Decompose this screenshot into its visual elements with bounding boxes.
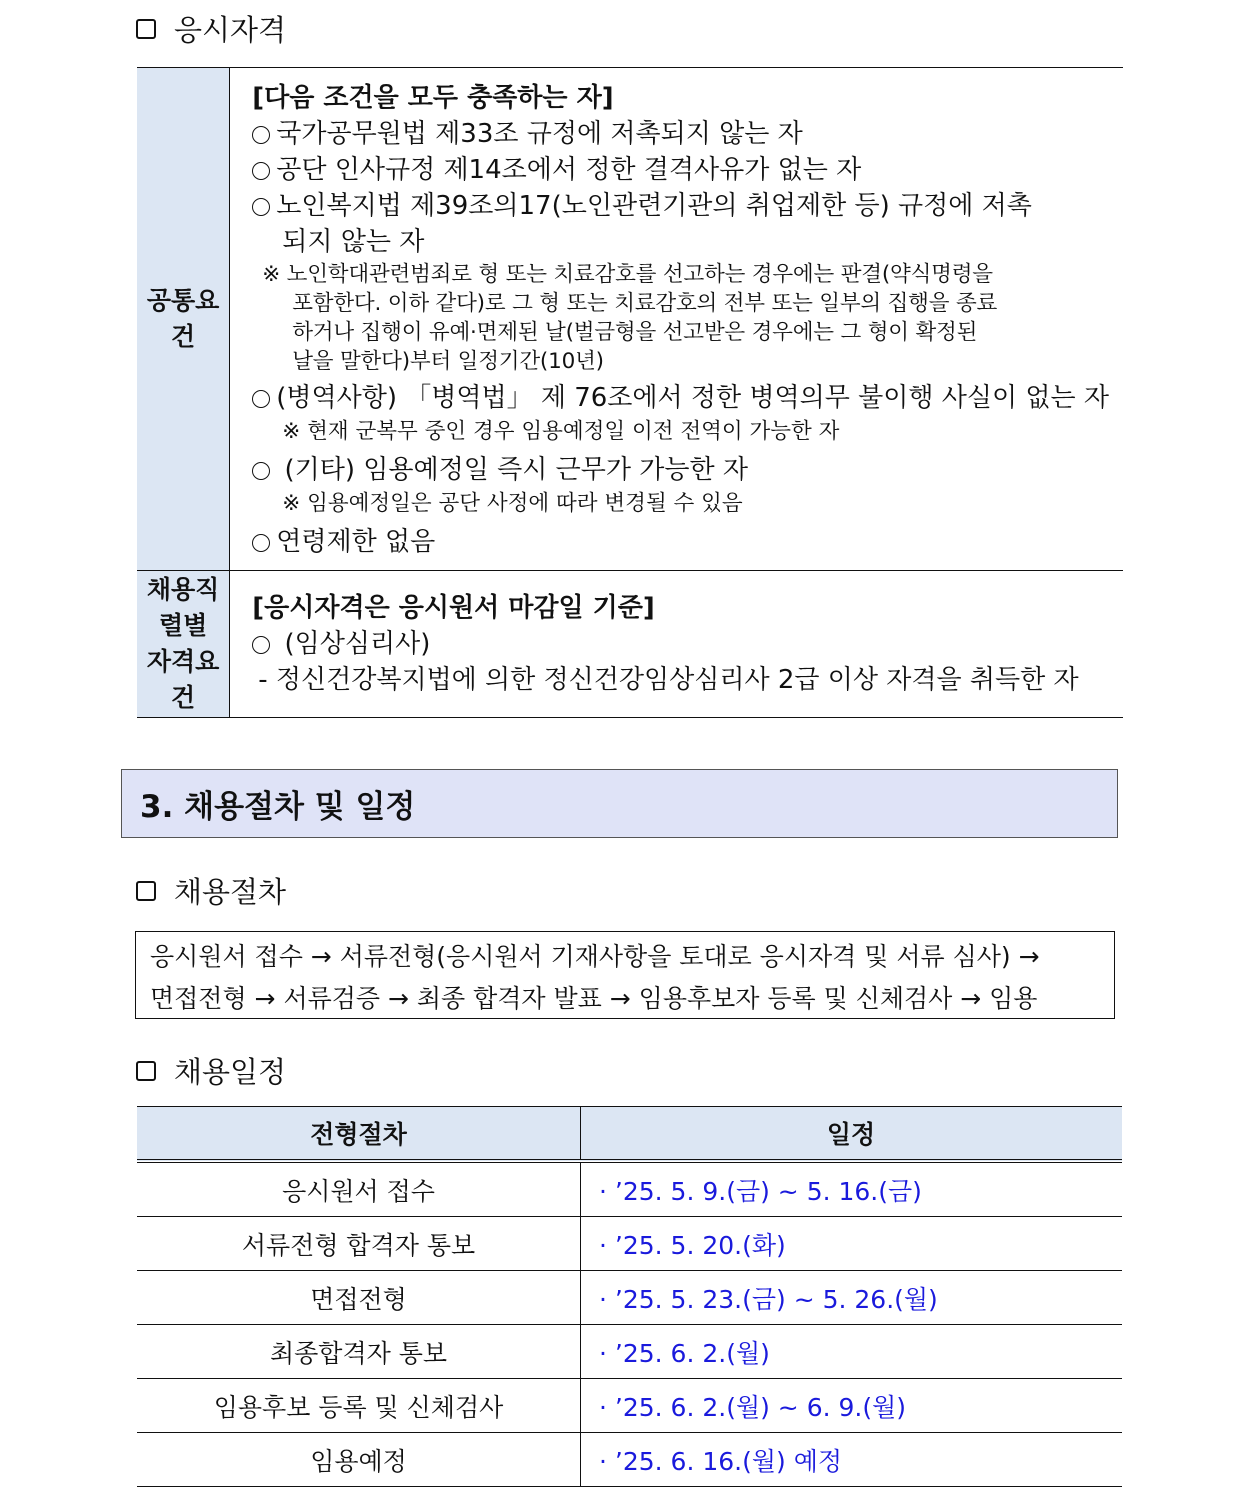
note-text: 하거나 집행이 유예·면제된 날(벌금형을 선고받은 경우에는 그 형이 확정된 [292, 320, 978, 345]
job-item: (임상심리사) [252, 626, 1109, 662]
checkbox-square-icon [136, 19, 156, 39]
section-title: 채용절차 [174, 875, 287, 909]
procedure-box [135, 931, 1115, 1019]
note-text: 포함한다. 이하 같다)로 그 형 또는 치료감호의 전부 또는 일부의 집행을 종료 [292, 291, 998, 316]
date-cell: · ’25. 5. 23.(금) ~ 5. 26.(월) [581, 1271, 1123, 1325]
job-header: [응시자격은 응시원서 마감일 기준] [252, 593, 655, 623]
row-label-job: 채용직렬별 자격요건 [137, 571, 230, 718]
note-text: ※ 노인학대관련범죄로 형 또는 치료감호를 선고하는 경우에는 판결(약식명령을 [262, 262, 993, 287]
common-header: [다음 조건을 모두 충족하는 자] [252, 83, 614, 113]
table-row [137, 1379, 1122, 1433]
date-cell: · ’25. 6. 16.(월) 예정 [581, 1433, 1123, 1487]
section-banner [121, 769, 1118, 838]
column-header-step: 전형절차 [137, 1107, 581, 1162]
row-content-common [230, 68, 1123, 571]
step-cell: 임용예정 [137, 1433, 581, 1487]
section-heading-qualification [136, 8, 286, 49]
row-content-job [230, 571, 1123, 718]
date-cell: · ’25. 5. 9.(금) ~ 5. 16.(금) [581, 1161, 1123, 1217]
note-text: 날을 말한다)부터 일정기간(10년) [292, 349, 604, 374]
common-item: 공단 인사규정 제14조에서 정한 결격사유가 없는 자 [252, 152, 1109, 188]
row-label-common: 공통요건 [137, 68, 230, 571]
circle-bullet-icon [252, 462, 270, 480]
step-cell: 응시원서 접수 [137, 1161, 581, 1217]
circle-bullet-icon [252, 534, 270, 552]
step-cell: 서류전형 합격자 통보 [137, 1217, 581, 1271]
circle-bullet-icon [252, 636, 270, 654]
step-cell: 면접전형 [137, 1271, 581, 1325]
column-header-date: 일정 [581, 1107, 1123, 1162]
circle-bullet-icon [252, 390, 270, 408]
step-cell: 임용후보 등록 및 신체검사 [137, 1379, 581, 1433]
table-header-row [137, 1107, 1122, 1162]
section-heading-schedule [136, 1050, 286, 1091]
common-item: (기타) 임용예정일 즉시 근무가 가능한 자 [252, 452, 1109, 488]
common-item: (병역사항) 「병역법」 제 76조에서 정한 병역의무 불이행 사실이 없는 자 [252, 380, 1109, 416]
qualification-table [137, 67, 1123, 718]
circle-bullet-icon [252, 126, 270, 144]
table-row [137, 1217, 1122, 1271]
table-row [137, 1325, 1122, 1379]
date-cell: · ’25. 5. 20.(화) [581, 1217, 1123, 1271]
date-cell: · ’25. 6. 2.(월) ~ 6. 9.(월) [581, 1379, 1123, 1433]
job-item-detail: - 정신건강복지법에 의한 정신건강임상심리사 2급 이상 자격을 취득한 자 [258, 665, 1079, 695]
schedule-table [137, 1106, 1122, 1487]
note-text: ※ 현재 군복무 중인 경우 임용예정일 이전 전역이 가능한 자 [282, 419, 840, 444]
step-cell: 최종합격자 통보 [137, 1325, 581, 1379]
procedure-line: 면접전형 → 서류검증 → 최종 합격자 발표 → 임용후보자 등록 및 신체검사 → 임용 [150, 984, 1038, 1013]
common-item: 연령제한 없음 [252, 524, 1109, 560]
common-item-continuation: 되지 않는 자 [282, 227, 425, 257]
qualification-row-job [137, 571, 1123, 718]
procedure-line: 응시원서 접수 → 서류전형(응시원서 기재사항을 토대로 응시자격 및 서류 심사) → [150, 942, 1040, 971]
section-title: 채용일정 [174, 1055, 287, 1089]
circle-bullet-icon [252, 198, 270, 216]
common-item: 국가공무원법 제33조 규정에 저촉되지 않는 자 [252, 116, 1109, 152]
checkbox-square-icon [136, 881, 156, 901]
qualification-row-common [137, 68, 1123, 571]
note-text: ※ 임용예정일은 공단 사정에 따라 변경될 수 있음 [282, 491, 743, 516]
section-title: 응시자격 [174, 13, 287, 47]
table-row [137, 1271, 1122, 1325]
circle-bullet-icon [252, 162, 270, 180]
date-cell: · ’25. 6. 2.(월) [581, 1325, 1123, 1379]
table-row [137, 1161, 1122, 1217]
section-heading-procedure [136, 870, 286, 911]
checkbox-square-icon [136, 1061, 156, 1081]
common-item: 노인복지법 제39조의17(노인관련기관의 취업제한 등) 규정에 저촉 [252, 188, 1109, 224]
banner-title: 3. 채용절차 및 일정 [140, 789, 416, 825]
table-row [137, 1433, 1122, 1487]
